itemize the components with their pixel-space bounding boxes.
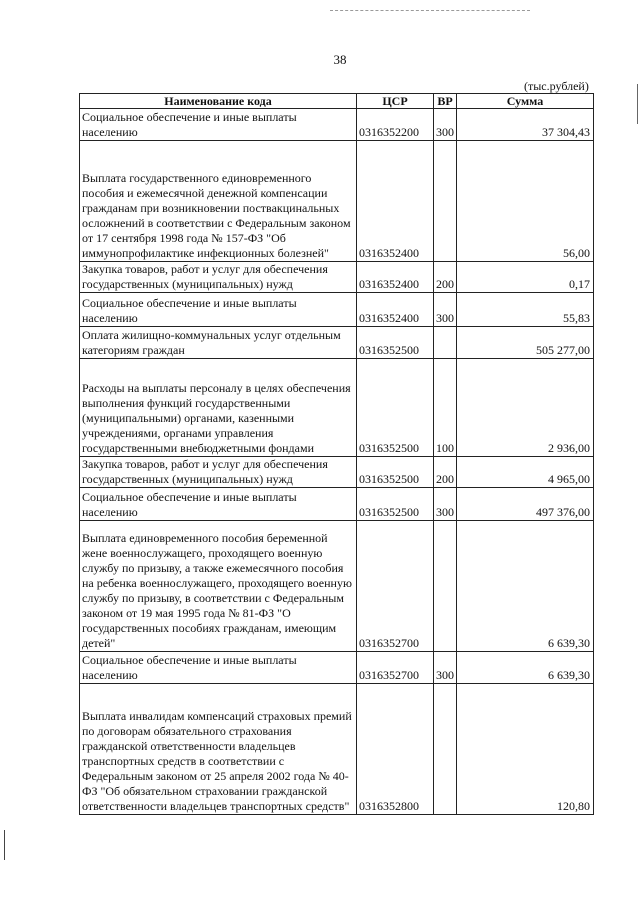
row-sum: 4 965,00: [457, 457, 594, 488]
row-csr: 0316352400: [357, 262, 434, 293]
row-vr: [434, 521, 457, 652]
row-csr: 0316352700: [357, 521, 434, 652]
row-sum: 0,17: [457, 262, 594, 293]
row-sum: 505 277,00: [457, 327, 594, 359]
row-name: Расходы на выплаты персоналу в целях обеспечения выполнения функций государственными (муниципальными) органами, казенными учреждениями, органами управления государственными внебюджетными фондами: [80, 359, 357, 457]
row-vr: 300: [434, 293, 457, 327]
row-name: Закупка товаров, работ и услуг для обеспечения государственных (муниципальных) нужд: [80, 457, 357, 488]
row-vr: [434, 141, 457, 262]
row-name: Оплата жилищно-коммунальных услуг отдельным категориям граждан: [80, 327, 357, 359]
row-vr: 200: [434, 262, 457, 293]
row-sum: 6 639,30: [457, 652, 594, 684]
row-sum: 497 376,00: [457, 488, 594, 521]
row-csr: 0316352500: [357, 327, 434, 359]
header-csr: ЦСР: [357, 94, 434, 109]
table-header-row: [80, 94, 594, 109]
header-name: Наименование кода: [80, 94, 357, 109]
header-sum: Сумма: [457, 94, 594, 109]
row-vr: 300: [434, 488, 457, 521]
scan-edge-left: [4, 830, 5, 860]
row-name: Выплата государственного единовременного пособия и ежемесячной денежной компенсации гражданам при возникновении поствакцинальных осложнений в соответствии с Федеральным законом от 17 сентября 1998 года № 157-ФЗ "Об иммунопрофилактике инфекционных болезней": [80, 141, 357, 262]
row-csr: 0316352700: [357, 652, 434, 684]
row-name: Выплата единовременного пособия беременной жене военнослужащего, проходящего военную службу по призыву, а также ежемесячного пособия на ребенка военнослужащего, проходящего военную службу по призыву, в соответствии с Федеральным законом от 19 мая 1995 года № 81-ФЗ "О государственных пособиях гражданам, имеющим детей": [80, 521, 357, 652]
table-row: [80, 521, 594, 652]
row-name: Социальное обеспечение и иные выплаты населению: [80, 293, 357, 327]
table-row: [80, 488, 594, 521]
row-name: Социальное обеспечение и иные выплаты населению: [80, 109, 357, 141]
row-vr: 200: [434, 457, 457, 488]
units-label: (тыс.рублей): [524, 79, 589, 93]
row-sum: 6 639,30: [457, 521, 594, 652]
row-csr: 0316352200: [357, 109, 434, 141]
row-name: Закупка товаров, работ и услуг для обеспечения государственных (муниципальных) нужд: [80, 262, 357, 293]
table-row: [80, 684, 594, 815]
row-sum: 55,83: [457, 293, 594, 327]
header-vr: ВР: [434, 94, 457, 109]
row-csr: 0316352800: [357, 684, 434, 815]
table-row: [80, 109, 594, 141]
scan-artifact-top: [330, 10, 530, 12]
row-sum: 2 936,00: [457, 359, 594, 457]
row-name: Социальное обеспечение и иные выплаты населению: [80, 652, 357, 684]
row-vr: 300: [434, 109, 457, 141]
table-row: [80, 262, 594, 293]
table-row: [80, 141, 594, 262]
budget-table: [79, 93, 594, 815]
row-csr: 0316352500: [357, 359, 434, 457]
row-sum: 120,80: [457, 684, 594, 815]
row-vr: 300: [434, 652, 457, 684]
row-csr: 0316352500: [357, 488, 434, 521]
table-row: [80, 327, 594, 359]
row-name: Выплата инвалидам компенсаций страховых премий по договорам обязательного страхования гражданской ответственности владельцев транспортных средств в соответствии с Федеральным законом от 25 апреля 2002 года № 40-ФЗ "Об обязательном страховании гражданской ответственности владельцев транспортных средств": [80, 684, 357, 815]
row-vr: [434, 327, 457, 359]
table-row: [80, 293, 594, 327]
table-row: [80, 359, 594, 457]
scan-edge-right: [637, 84, 638, 124]
row-vr: [434, 684, 457, 815]
row-csr: 0316352500: [357, 457, 434, 488]
row-csr: 0316352400: [357, 293, 434, 327]
table-row: [80, 652, 594, 684]
table-row: [80, 457, 594, 488]
row-csr: 0316352400: [357, 141, 434, 262]
row-sum: 37 304,43: [457, 109, 594, 141]
row-name: Социальное обеспечение и иные выплаты населению: [80, 488, 357, 521]
row-vr: 100: [434, 359, 457, 457]
page-number: 38: [333, 52, 347, 67]
row-sum: 56,00: [457, 141, 594, 262]
